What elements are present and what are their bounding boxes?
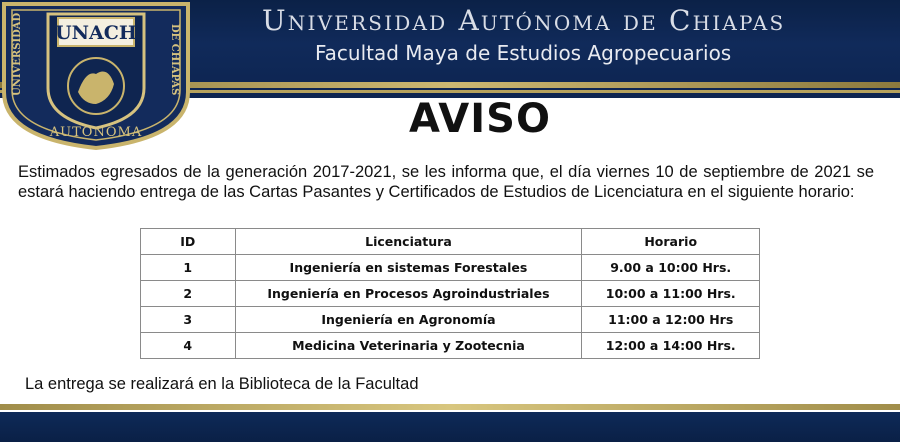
footer-gold-stripe (0, 404, 900, 410)
row-licenciatura: Ingeniería en Procesos Agroindustriales (235, 281, 582, 307)
row-id: 2 (141, 281, 236, 307)
row-horario: 9.00 a 10:00 Hrs. (582, 255, 760, 281)
header-id: ID (141, 229, 236, 255)
notice-intro: Estimados egresados de la generación 2017-2021, se les informa que, el día viernes 10 de septiembre de 2021 se estará haciendo entrega de las Cartas Pasantes y Certificados de Estudios de Licenciatura en el siguiente horario: (18, 163, 874, 201)
row-horario: 10:00 a 11:00 Hrs. (582, 281, 760, 307)
logo-acronym: UNACH (55, 22, 137, 44)
row-licenciatura: Ingeniería en Agronomía (235, 307, 582, 333)
table-row (141, 255, 760, 281)
header-licenciatura: Licenciatura (235, 229, 582, 255)
row-licenciatura: Medicina Veterinaria y Zootecnia (235, 333, 582, 359)
university-name: Universidad Autónoma de Chiapas (262, 4, 786, 37)
footer-band (0, 412, 900, 442)
table-row (141, 333, 760, 359)
header-horario: Horario (582, 229, 760, 255)
schedule-table (140, 228, 760, 359)
row-id: 4 (141, 333, 236, 359)
row-id: 1 (141, 255, 236, 281)
delivery-location: La entrega se realizará en la Biblioteca de la Facultad (25, 375, 419, 393)
row-id: 3 (141, 307, 236, 333)
table-row (141, 281, 760, 307)
faculty-name: Facultad Maya de Estudios Agropecuarios (315, 41, 732, 65)
logo-text-bottom: AUTONOMA (49, 125, 143, 140)
table-header-row (141, 229, 760, 255)
logo-text-right: DE CHIAPAS (169, 24, 180, 96)
logo-text-left: UNIVERSIDAD (12, 12, 23, 96)
row-licenciatura: Ingeniería en sistemas Forestales (235, 255, 582, 281)
row-horario: 11:00 a 12:00 Hrs (582, 307, 760, 333)
row-horario: 12:00 a 14:00 Hrs. (582, 333, 760, 359)
table-row (141, 307, 760, 333)
notice-title: AVISO (409, 96, 551, 142)
